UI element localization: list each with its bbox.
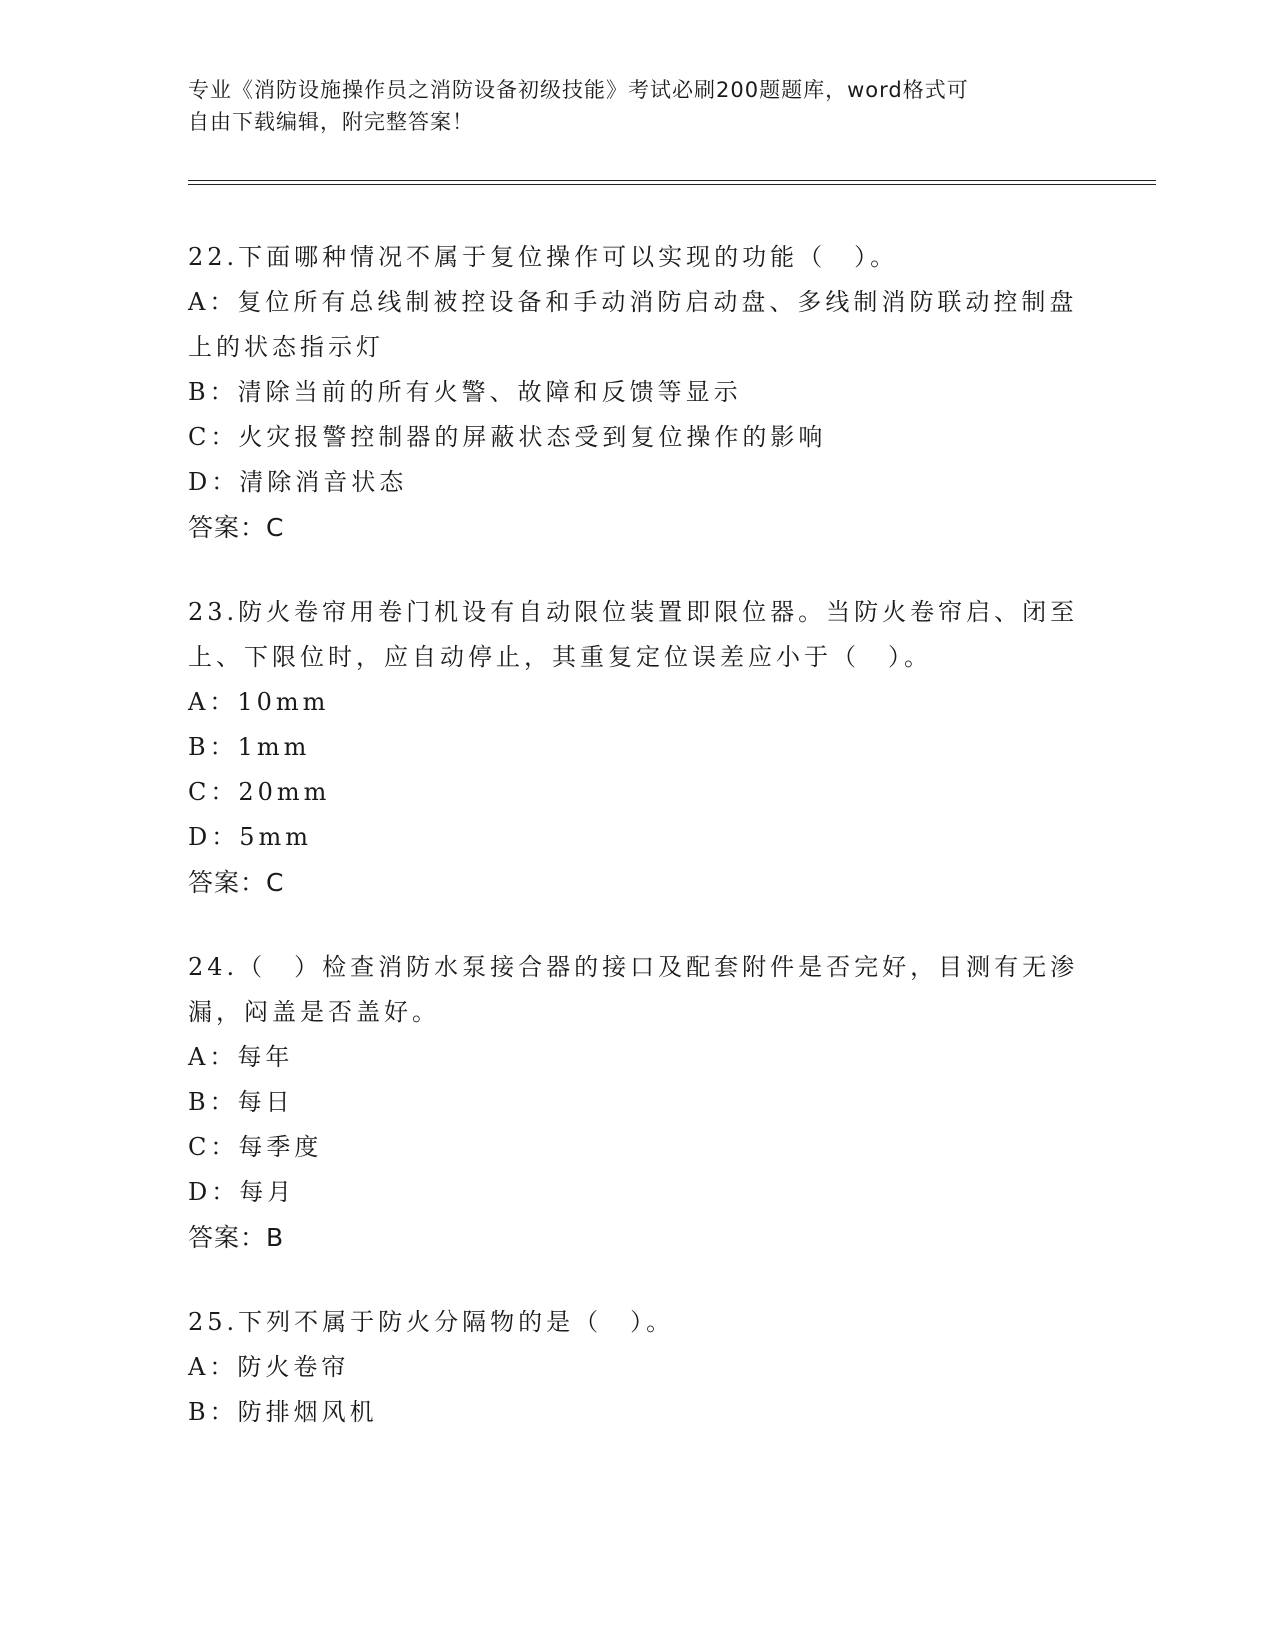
option-d: D：每月 [188,1178,296,1206]
question-24 [188,945,1088,1260]
option-b: B：1mm [188,733,311,761]
question-stem: 23.防火卷帘用卷门机设有自动限位装置即限位器。当防火卷帘启、闭至上、下限位时，应自动停止，其重复定位误差应小于（ ）。 [188,598,1079,671]
question-stem: 25.下列不属于防火分隔物的是（ ）。 [188,1308,675,1336]
header-title-line-2: 自由下载编辑，附完整答案！ [188,110,474,134]
question-stem: 22.下面哪种情况不属于复位操作可以实现的功能（ ）。 [188,243,899,271]
answer: 答案：C [188,513,285,542]
option-a: A：防火卷帘 [188,1353,350,1381]
answer: 答案：B [188,1223,285,1252]
option-c: C：20mm [188,778,331,806]
document-header [188,74,1068,138]
option-a: A：10mm [188,688,330,716]
question-23 [188,590,1088,905]
option-c: C：火灾报警控制器的屏蔽状态受到复位操作的影响 [188,423,827,451]
option-b: B：每日 [188,1088,294,1116]
header-title-line-1: 专业《消防设施操作员之消防设备初级技能》考试必刷200题题库，word格式可 [188,78,969,102]
question-25 [188,1300,1088,1435]
option-a: A：复位所有总线制被控设备和手动消防启动盘、多线制消防联动控制盘上的状态指示灯 [188,288,1078,361]
option-b: B：清除当前的所有火警、故障和反馈等显示 [188,378,742,406]
question-22 [188,235,1088,550]
option-b: B：防排烟风机 [188,1398,378,1426]
header-double-rule [188,180,1156,185]
option-d: D：清除消音状态 [188,468,408,496]
question-list [188,235,1088,1475]
answer: 答案：C [188,868,285,897]
option-c: C：每季度 [188,1133,323,1161]
option-a: A：每年 [188,1043,294,1071]
question-stem: 24.（ ）检查消防水泵接合器的接口及配套附件是否完好，目测有无渗漏，闷盖是否盖好。 [188,953,1079,1026]
option-d: D：5mm [188,823,313,851]
